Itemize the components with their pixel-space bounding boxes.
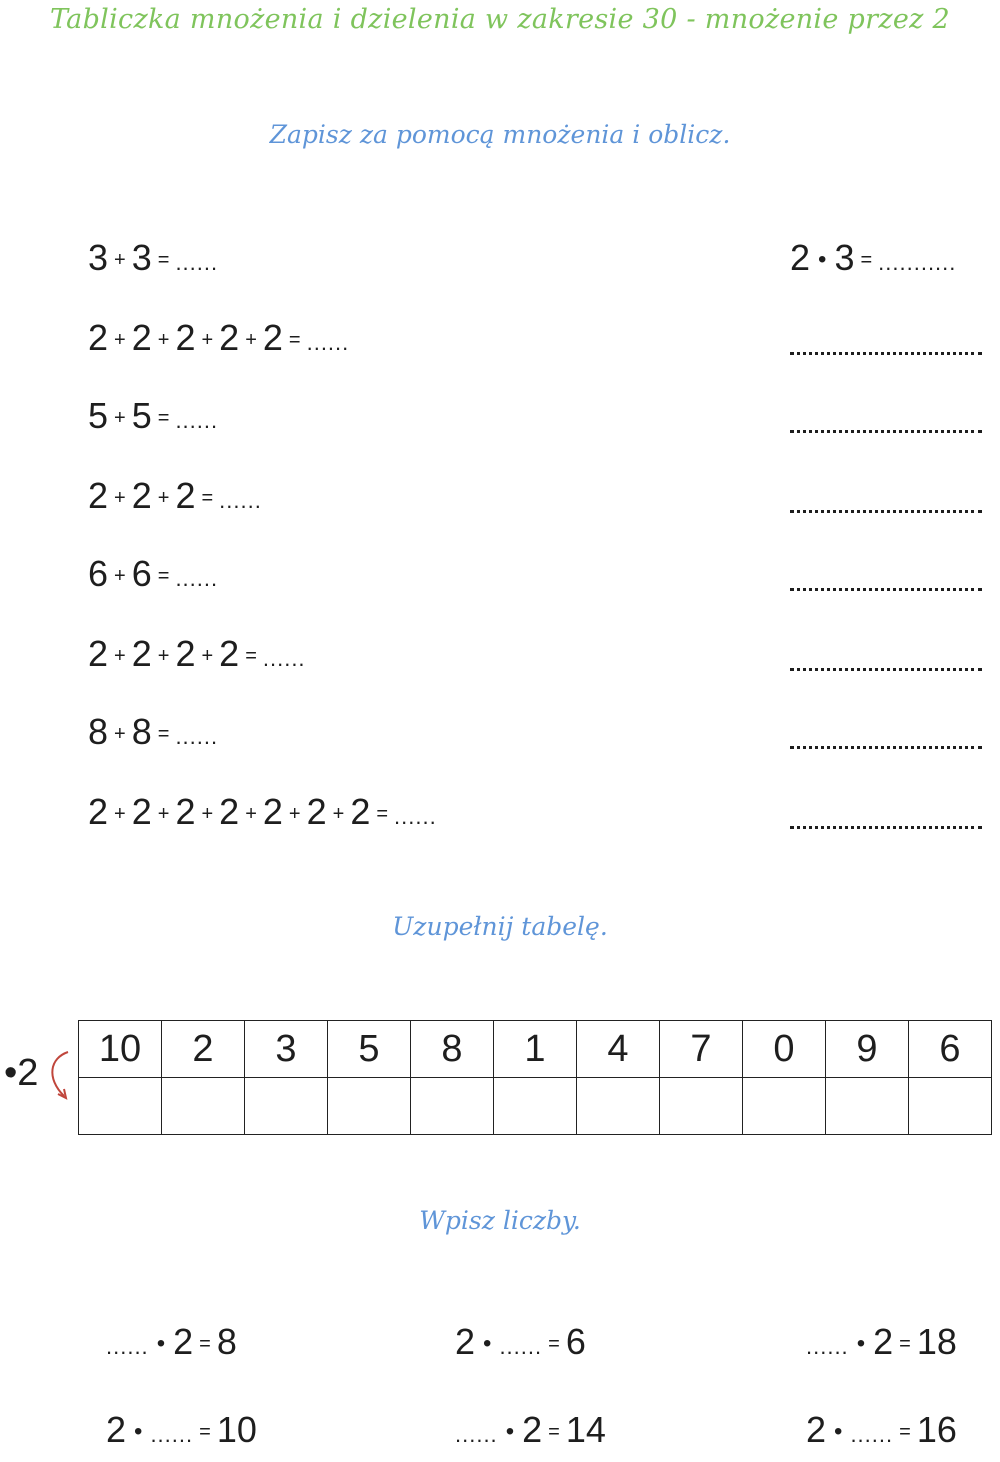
addend: 8 (131, 711, 152, 752)
factor-blank[interactable]: ...... (150, 1422, 194, 1447)
factor-cell: 10 (79, 1021, 162, 1078)
product-input-cell[interactable] (162, 1078, 245, 1135)
factor-blank[interactable]: ...... (106, 1334, 149, 1359)
addend: 2 (88, 633, 109, 674)
sum-answer-blank[interactable]: ...... (394, 804, 437, 829)
equals-sign: = (548, 1421, 560, 1443)
addition-row (88, 394, 218, 443)
multiplication-answer-line[interactable] (790, 588, 982, 591)
fill-in-equation (806, 1320, 957, 1369)
addend: 2 (262, 317, 283, 358)
addition-row (88, 316, 349, 365)
product-input-cell[interactable] (909, 1078, 992, 1135)
equals-sign: = (157, 249, 170, 271)
sum-answer-blank[interactable]: ...... (306, 330, 350, 355)
addend: 5 (88, 395, 109, 436)
addend: 2 (131, 633, 152, 674)
product: 6 (565, 1321, 586, 1362)
factor: 2 (806, 1409, 827, 1450)
product: 18 (916, 1321, 957, 1362)
addend: 2 (88, 791, 109, 832)
addition-row (88, 236, 218, 285)
addend: 6 (88, 553, 109, 594)
equals-sign: = (899, 1421, 911, 1443)
addend: 6 (131, 553, 152, 594)
equals-sign: = (157, 565, 170, 587)
addend: 2 (219, 633, 240, 674)
sum-answer-blank[interactable]: ...... (175, 724, 219, 749)
product-input-cell[interactable] (411, 1078, 494, 1135)
factor-cell: 3 (245, 1021, 328, 1078)
plus-sign: + (201, 645, 214, 667)
plus-sign: + (201, 329, 214, 351)
table-row-factors (79, 1021, 992, 1078)
addend: 2 (131, 475, 152, 516)
equals-sign: = (199, 1421, 211, 1443)
plus-sign: + (114, 329, 126, 351)
plus-sign: + (114, 407, 126, 429)
factor-cell: 9 (826, 1021, 909, 1078)
times-sign: • (856, 1330, 866, 1357)
multiplication-answer-line[interactable] (790, 510, 982, 513)
factor-blank[interactable]: ...... (499, 1334, 543, 1359)
sum-answer-blank[interactable]: ...... (175, 408, 219, 433)
times-sign: • (134, 1418, 143, 1445)
times-sign: • (505, 1418, 515, 1445)
addend: 2 (175, 317, 196, 358)
plus-sign: + (157, 487, 170, 509)
factor-cell: 1 (494, 1021, 577, 1078)
fill-in-equation (455, 1320, 586, 1369)
plus-sign: + (157, 803, 170, 825)
product-input-cell[interactable] (826, 1078, 909, 1135)
product: 16 (916, 1409, 957, 1450)
plus-sign: + (114, 803, 126, 825)
table-row-products (79, 1078, 992, 1135)
example-answer-blank[interactable]: ........... (878, 250, 957, 275)
times-sign: • (483, 1330, 492, 1357)
times-sign: • (834, 1418, 843, 1445)
equals-sign: = (376, 803, 389, 825)
multiplication-answer-line[interactable] (790, 352, 982, 355)
plus-sign: + (114, 565, 126, 587)
plus-sign: + (245, 329, 257, 351)
plus-sign: + (114, 487, 126, 509)
equals-sign: = (288, 329, 301, 351)
addition-row (88, 632, 306, 681)
equals-sign: = (548, 1333, 560, 1355)
addition-row (88, 790, 437, 839)
addition-row (88, 710, 218, 759)
factor-cell: 8 (411, 1021, 494, 1078)
addition-row (88, 474, 262, 523)
addend: 5 (131, 395, 152, 436)
addend: 3 (88, 237, 109, 278)
equals-sign: = (201, 487, 214, 509)
factor-blank[interactable]: ...... (806, 1334, 849, 1359)
addend: 2 (219, 791, 240, 832)
plus-sign: + (201, 803, 214, 825)
curved-arrow-icon (44, 1048, 74, 1104)
addend: 2 (88, 475, 109, 516)
factor: 2 (455, 1321, 476, 1362)
equals-sign: = (860, 249, 873, 271)
plus-sign: + (245, 803, 257, 825)
plus-sign: + (114, 723, 126, 745)
product-input-cell[interactable] (328, 1078, 411, 1135)
multiplication-table (78, 1020, 992, 1135)
section3-heading: Wpisz liczby. (419, 1206, 581, 1235)
factor-blank[interactable]: ...... (455, 1422, 498, 1447)
plus-sign: + (157, 645, 170, 667)
worksheet-title: Tabliczka mnożenia i dzielenia w zakresie 30 - mnożenie przez 2 (49, 4, 951, 35)
equals-sign: = (899, 1333, 911, 1355)
multiplier-label: •2 (4, 1052, 39, 1094)
product-input-cell[interactable] (577, 1078, 660, 1135)
multiplication-answer-line[interactable] (790, 826, 982, 829)
equals-sign: = (245, 645, 257, 667)
plus-sign: + (332, 803, 345, 825)
addend: 3 (131, 237, 152, 278)
sum-answer-blank[interactable]: ...... (175, 250, 219, 275)
sum-answer-blank[interactable]: ...... (219, 488, 262, 513)
multiplication-answer-line[interactable] (790, 668, 982, 671)
factor: 2 (522, 1409, 543, 1450)
addend: 2 (219, 317, 240, 358)
addend: 2 (175, 791, 196, 832)
example-factor-a: 2 (790, 237, 811, 278)
example-factor-b: 3 (834, 237, 855, 278)
factor-cell: 4 (577, 1021, 660, 1078)
section2-heading: Uzupełnij tabelę. (392, 912, 608, 941)
times-sign: • (818, 246, 827, 273)
factor: 2 (873, 1321, 894, 1362)
product-input-cell[interactable] (245, 1078, 328, 1135)
addend: 2 (131, 791, 152, 832)
section1-heading: Zapisz za pomocą mnożenia i oblicz. (269, 120, 731, 149)
product-input-cell[interactable] (79, 1078, 162, 1135)
equals-sign: = (157, 723, 170, 745)
addend: 2 (88, 317, 109, 358)
addend: 2 (306, 791, 327, 832)
product-input-cell[interactable] (743, 1078, 826, 1135)
addend: 2 (262, 791, 283, 832)
factor-cell: 2 (162, 1021, 245, 1078)
equals-sign: = (157, 407, 170, 429)
times-sign: • (156, 1330, 166, 1357)
equals-sign: = (199, 1333, 211, 1355)
multiplication-answer-line[interactable] (790, 430, 982, 433)
addend: 8 (88, 711, 109, 752)
fill-in-equation (806, 1408, 957, 1457)
product: 8 (216, 1321, 237, 1362)
plus-sign: + (288, 803, 301, 825)
product: 10 (216, 1409, 257, 1450)
plus-sign: + (114, 645, 126, 667)
factor: 2 (173, 1321, 194, 1362)
factor-cell: 6 (909, 1021, 992, 1078)
addend: 2 (350, 791, 371, 832)
addend: 2 (175, 633, 196, 674)
multiplication-answer-line[interactable] (790, 746, 982, 749)
factor-cell: 0 (743, 1021, 826, 1078)
plus-sign: + (157, 329, 170, 351)
sum-answer-blank[interactable]: ...... (175, 566, 219, 591)
product: 14 (565, 1409, 606, 1450)
addend: 2 (131, 317, 152, 358)
factor-blank[interactable]: ...... (850, 1422, 894, 1447)
example-answer (790, 236, 956, 285)
factor-cell: 5 (328, 1021, 411, 1078)
factor: 2 (106, 1409, 127, 1450)
fill-in-equation (455, 1408, 606, 1457)
factor-cell: 7 (660, 1021, 743, 1078)
addend: 2 (175, 475, 196, 516)
fill-in-equation (106, 1408, 257, 1457)
addition-row (88, 552, 218, 601)
fill-in-equation (106, 1320, 237, 1369)
plus-sign: + (114, 249, 126, 271)
product-input-cell[interactable] (494, 1078, 577, 1135)
sum-answer-blank[interactable]: ...... (262, 646, 306, 671)
product-input-cell[interactable] (660, 1078, 743, 1135)
